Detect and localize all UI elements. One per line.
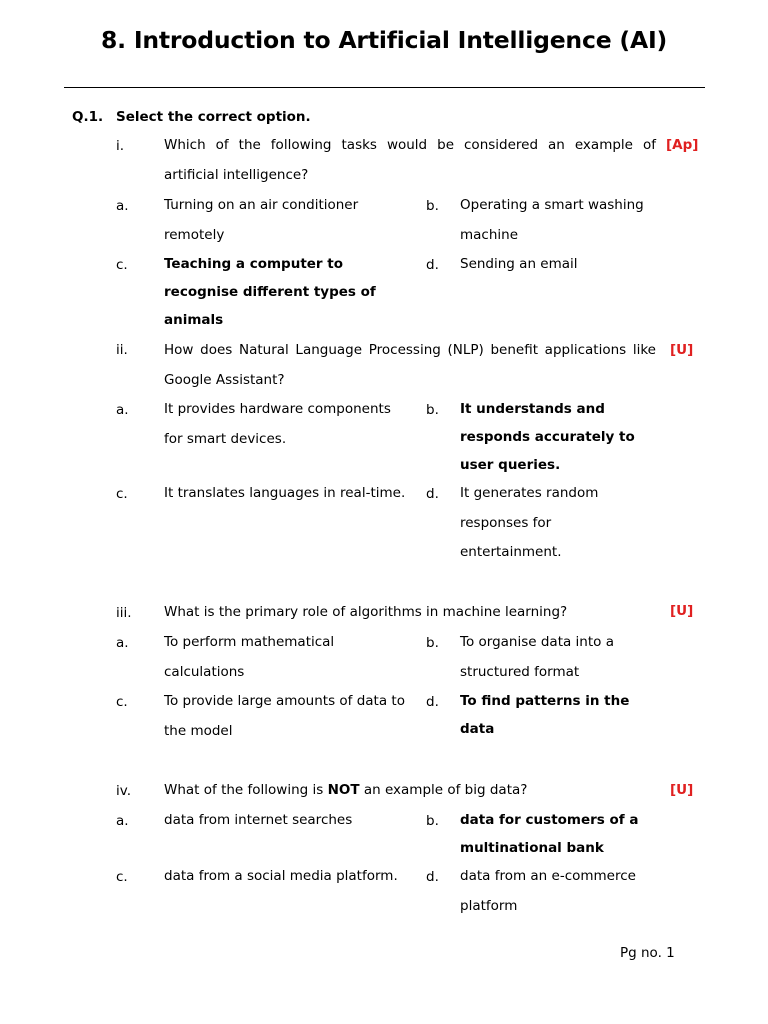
option-letter: d. <box>426 257 439 273</box>
option-text: To provide large amounts of data to the model <box>164 693 405 739</box>
question-numeral: ii. <box>116 342 128 358</box>
question-emphasis: NOT <box>327 782 360 798</box>
title-divider <box>64 87 705 88</box>
question-text: What is the primary role of algorithms in machine learning? <box>164 604 568 620</box>
option-text: It provides hardware components for smart devices. <box>164 401 391 447</box>
option-letter: b. <box>426 635 439 651</box>
question-text: How does Natural Language Processing (NLP) benefit applications like Google Assistant? <box>164 342 656 388</box>
option-letter: a. <box>116 402 129 418</box>
question-text: Which of the following tasks would be considered an example of artificial intelligence? <box>164 137 656 183</box>
option-text: Turning on an air conditioner remotely <box>164 197 359 243</box>
section-heading: Select the correct option. <box>116 109 311 125</box>
option-letter: c. <box>116 257 128 273</box>
page-title: 8. Introduction to Artificial Intelligence (AI) <box>100 26 668 54</box>
section-number: Q.1. <box>72 109 104 125</box>
option-text: data from an e-commerce platform <box>460 868 636 914</box>
question-text <box>164 776 656 806</box>
question-numeral: iv. <box>116 783 131 799</box>
option-letter: a. <box>116 813 129 829</box>
option-letter: b. <box>426 813 439 829</box>
option-letter: c. <box>116 694 128 710</box>
question-tag: [Ap] <box>666 137 699 153</box>
option-text-correct: data for customers of a multinational bank <box>460 812 639 856</box>
option-text: Operating a smart washing machine <box>460 197 644 243</box>
option-letter: c. <box>116 486 128 502</box>
option-text: data from a social media platform. <box>164 868 398 884</box>
option-text-correct: It understands and responds accurately to user queries. <box>460 401 635 473</box>
option-text: It generates random responses for entertainment. <box>460 485 599 560</box>
question-numeral: iii. <box>116 605 132 621</box>
option-letter: a. <box>116 198 129 214</box>
option-text: It translates languages in real-time. <box>164 485 406 501</box>
question-tag: [U] <box>670 782 694 798</box>
option-letter: d. <box>426 486 439 502</box>
option-text: Sending an email <box>460 256 578 272</box>
option-letter: d. <box>426 869 439 885</box>
option-text: To perform mathematical calculations <box>164 634 335 680</box>
option-text-correct: Teaching a computer to recognise different types of animals <box>164 256 376 328</box>
question-tag: [U] <box>670 603 694 619</box>
option-text: To organise data into a structured format <box>460 634 614 680</box>
option-letter: d. <box>426 694 439 710</box>
question-text-part: an example of big data? <box>359 782 528 798</box>
option-text-correct: To find patterns in the data <box>460 693 630 737</box>
question-tag: [U] <box>670 342 694 358</box>
option-letter: a. <box>116 635 129 651</box>
question-numeral: i. <box>116 138 125 154</box>
option-letter: c. <box>116 869 128 885</box>
option-letter: b. <box>426 198 439 214</box>
option-text: data from internet searches <box>164 812 353 828</box>
page-number: Pg no. 1 <box>620 945 675 961</box>
option-letter: b. <box>426 402 439 418</box>
question-text-part: What of the following is <box>164 782 328 798</box>
